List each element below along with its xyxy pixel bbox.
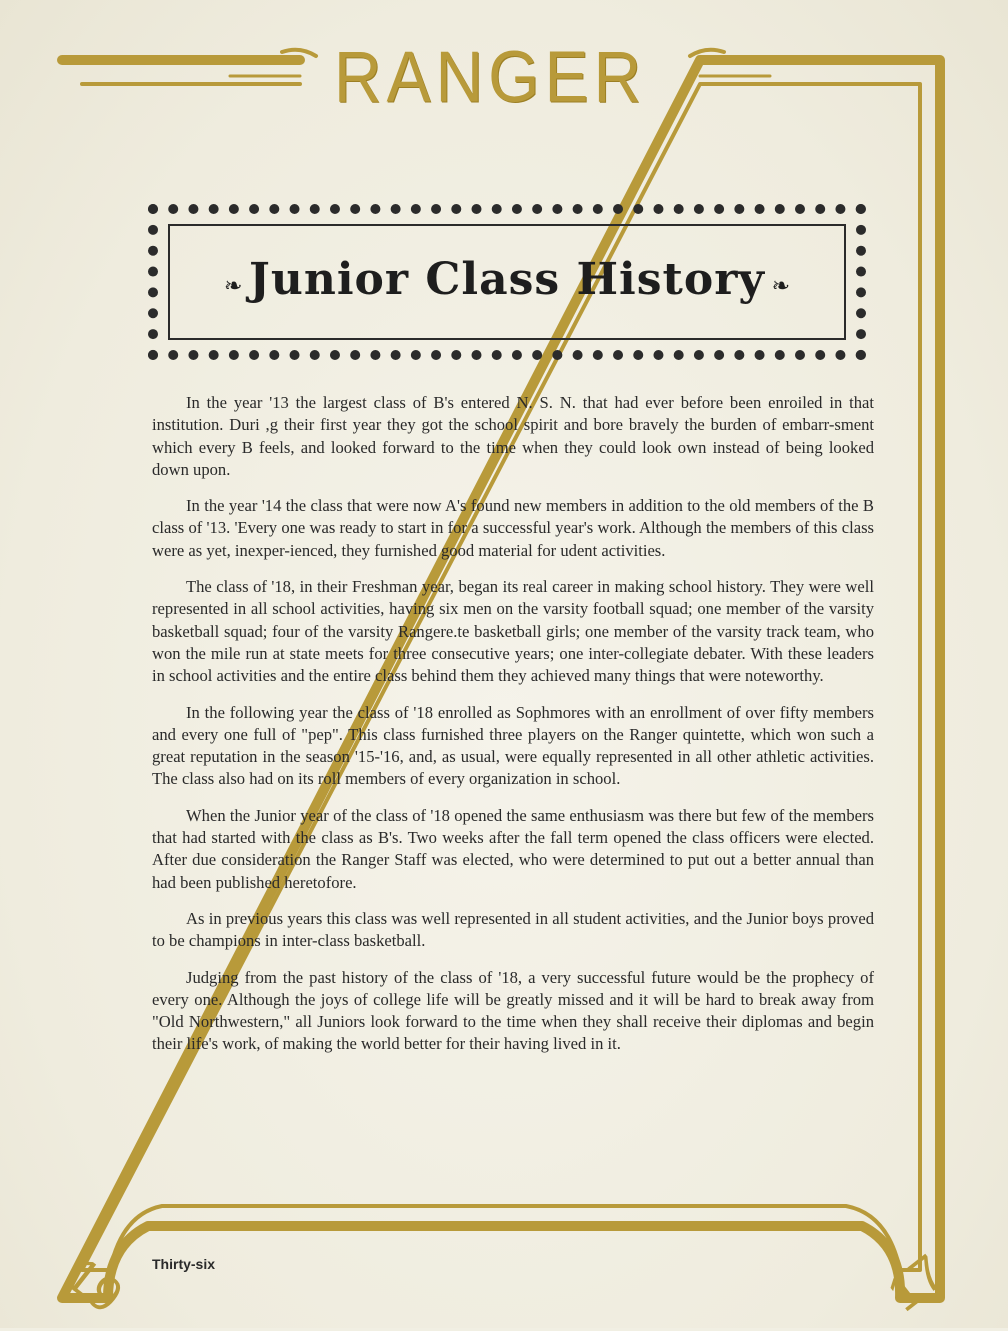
paragraph: As in previous years this class was well represented in all student activities, and the Junior boys proved to be champions in inter-class basketball.	[152, 908, 874, 951]
page-number: Thirty-six	[152, 1256, 216, 1272]
paragraph: In the year '14 the class that were now A's found new members in addition to the old members of the B class of '13. 'Every one was ready to start in for a successful year's work. Although the members of this class were as yet, inexper-ienced, they furnished good material for udent activities.	[152, 496, 874, 560]
paragraph: Judging from the past history of the class of '18, a very successful future would be the prophecy of every one. Although the joys of college life will be greatly missed and it will be hard to break away from "Old Northwestern," all Juniors look forward to the time when they shall receive their diplomas and begin their life's work, of making the world better for their having lived in it.	[152, 967, 874, 1054]
fleuron-left-icon: ❧	[224, 274, 243, 299]
title-ornamental-box	[148, 204, 866, 360]
page-title: Junior Class History	[249, 254, 765, 305]
masthead-title: RANGER	[333, 35, 647, 117]
fleuron-right-icon: ❧	[771, 274, 790, 299]
title-inner-border	[168, 224, 846, 340]
article-body	[152, 392, 874, 1070]
paragraph: In the year '13 the largest class of B's entered N. S. N. that had ever before been enroiled in that institution. Duri ,g their first year they got the school spirit and bore bravely the burden of embarr-sment which every B feels, and looked forward to the time when they could look own instead of being looked down upon.	[152, 393, 874, 479]
year-right-digits: 17	[876, 1243, 956, 1323]
year-left-digits: 19	[54, 1245, 134, 1325]
paragraph: When the Junior year of the class of '18 opened the same enthusiasm was there but few of the members that had started with the class as B's. Two weeks after the fall term opened the class officers were elected. After due consideration the Ranger Staff was elected, who were determined to put out a better annual than had been published heretofore.	[152, 805, 874, 892]
paragraph: The class of '18, in their Freshman year, began its real career in making school history. They were well represented in all school activities, having six men on the varsity football squad; one member of the varsity basketball squad; four of the varsity Rangere.te basketball girls; one member of the varsity track team, who won the mile run at state meets for three consecutive years; one inter-collegiate debater. With these leaders in school activities and the entire class behind them they achieved many things that were noteworthy.	[152, 577, 874, 686]
paragraph: In the following year the class of '18 enrolled as Sophmores with an enrollment of over fifty members and every one full of "pep". This class furnished three players on the Ranger quintette, which won such a great reputation in the season '15-'16, and, as usual, were equally represented in all other athletic activities. The class also had on its roll members of every organization in school.	[152, 702, 874, 789]
